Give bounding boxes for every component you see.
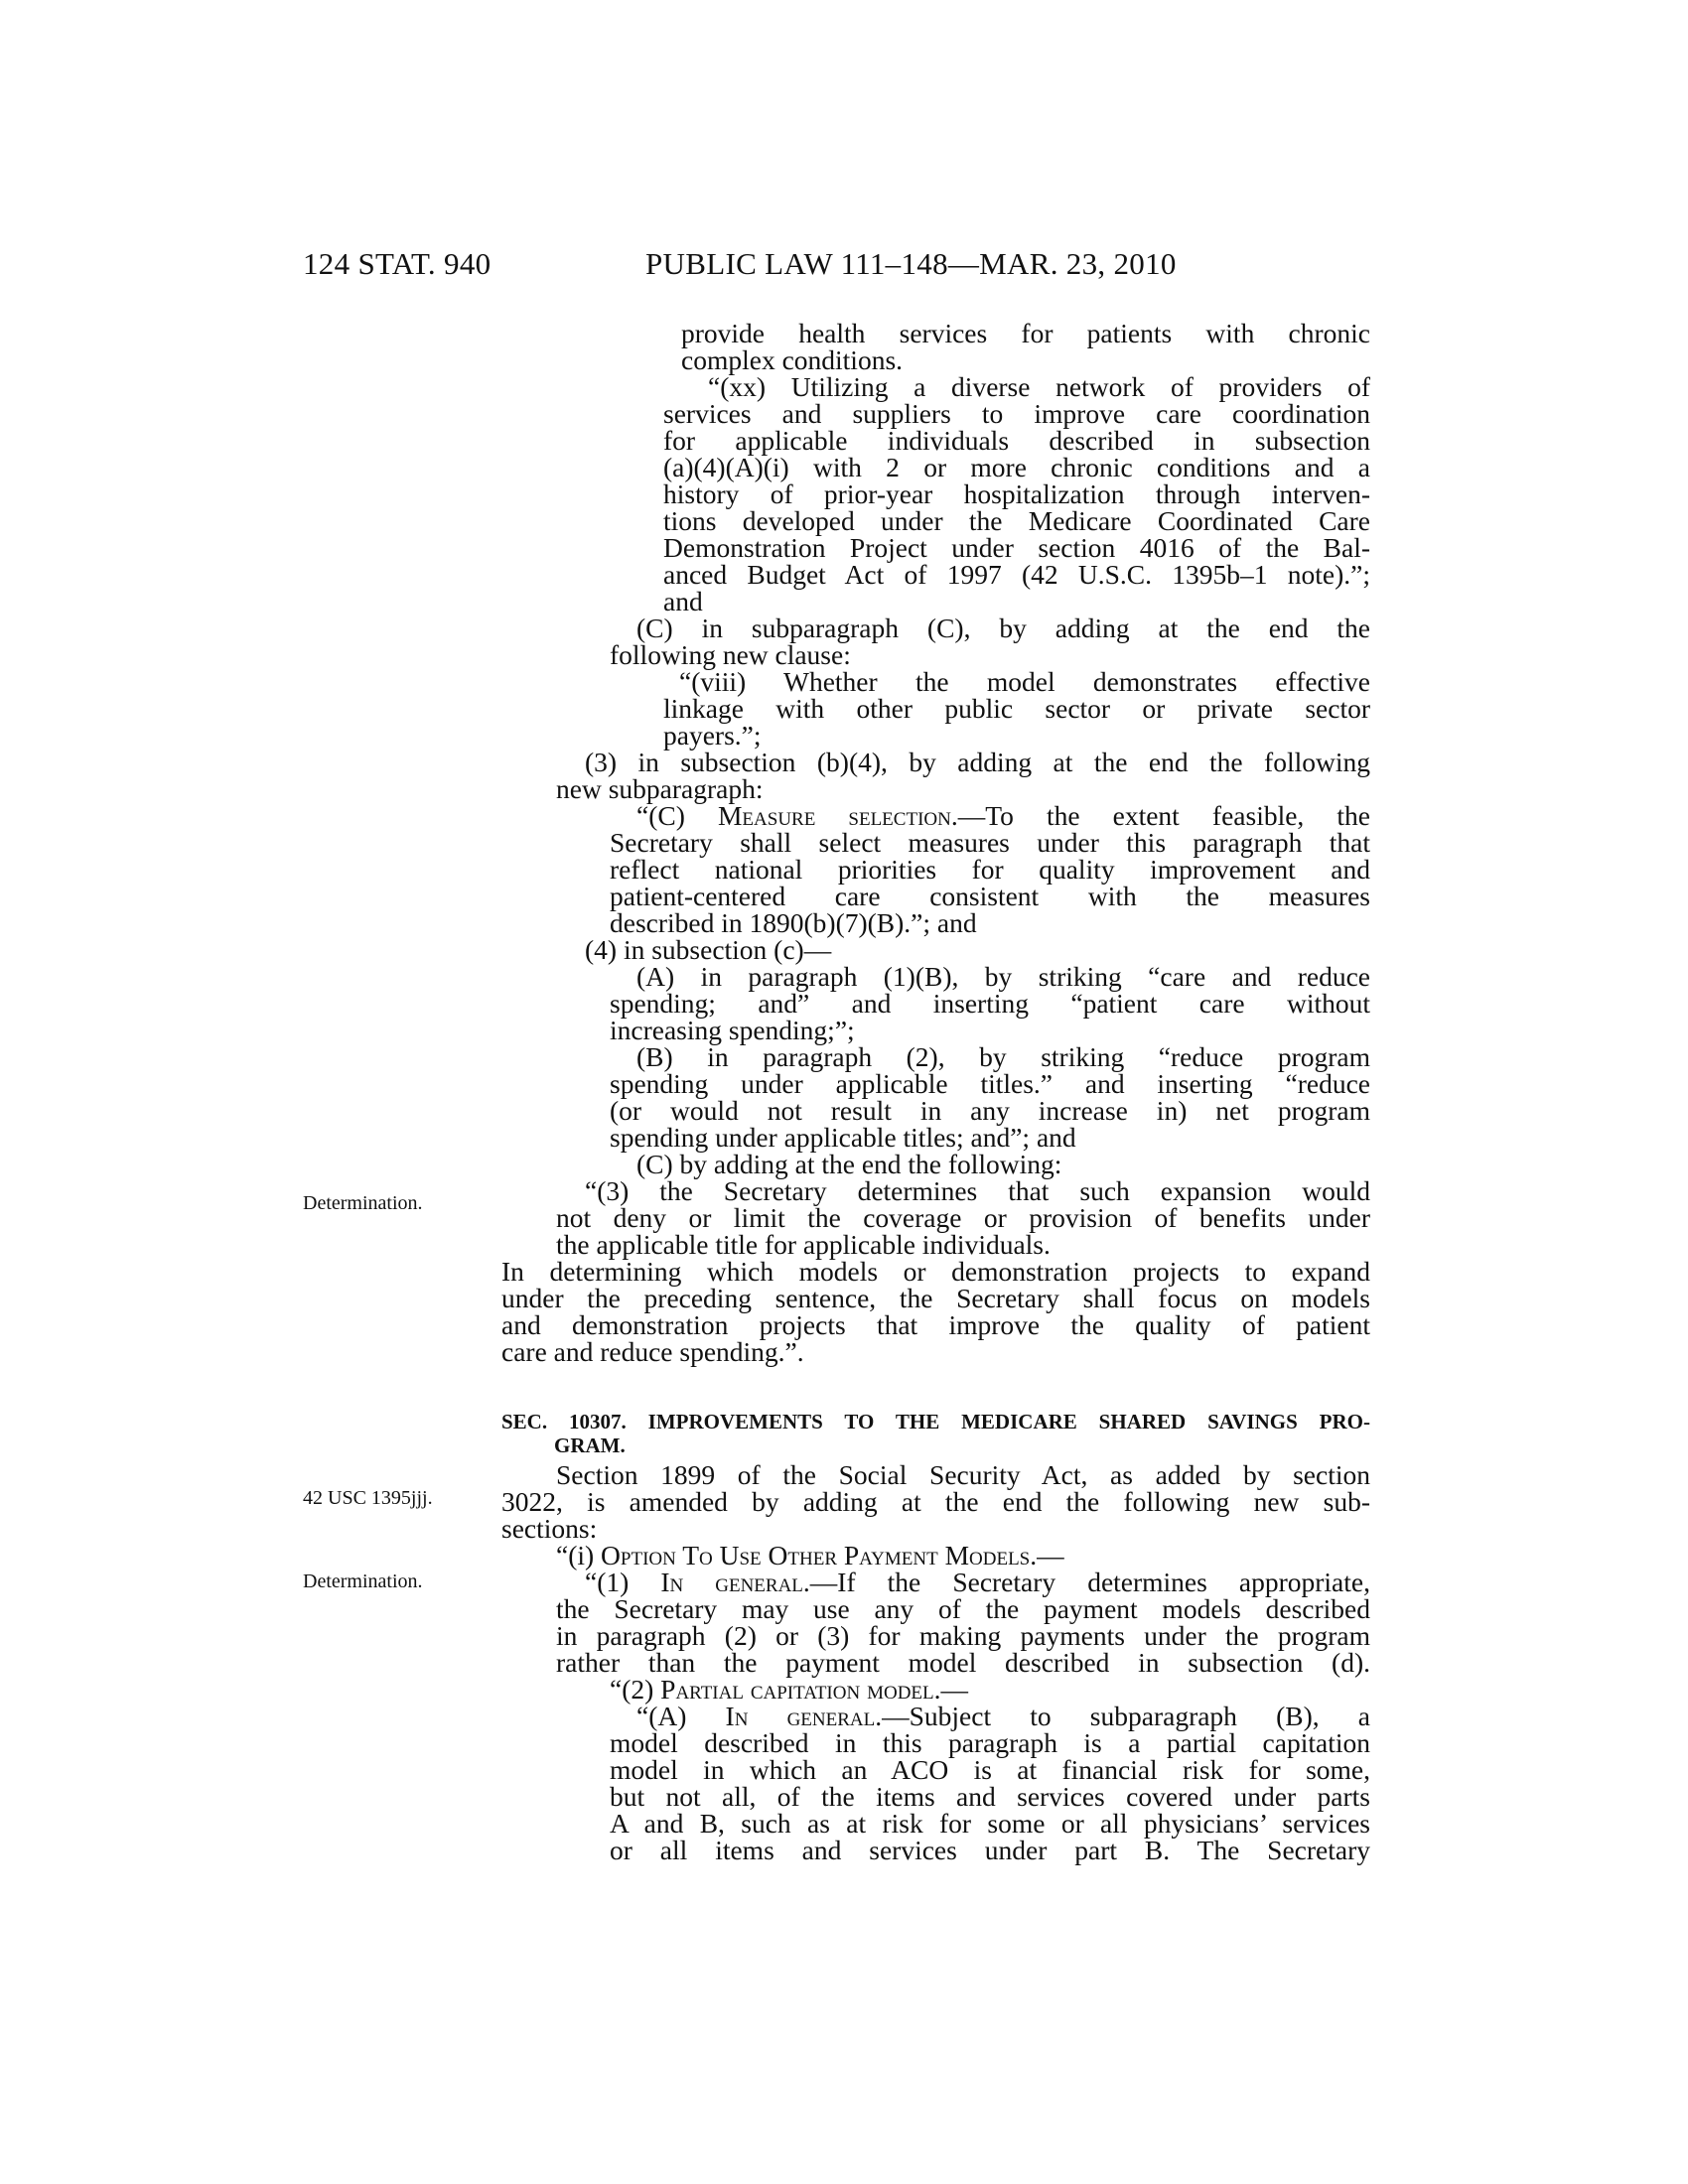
- caps-heading: Measure selection: [717, 800, 951, 831]
- text-line-with-caps-heading: [585, 1569, 1370, 1596]
- text-line: Secretary shall select measures under this paragraph that: [610, 827, 1370, 858]
- text-line: rather than the payment model described in subsection (d).: [556, 1647, 1370, 1678]
- caps-heading: In general: [725, 1701, 876, 1731]
- caps-heading: Partial capitation model: [660, 1674, 934, 1705]
- text-line-with-caps-heading: [556, 1542, 1064, 1570]
- margin-note-determination: Determination.: [303, 1192, 423, 1214]
- text-line: (4) in subsection (c)—: [585, 934, 832, 965]
- text-line: (or would not result in any increase in) net program: [610, 1095, 1370, 1126]
- text-line: following new clause:: [610, 639, 851, 670]
- text-line: and demonstration projects that improve the quality of patient: [501, 1309, 1370, 1340]
- text-line: but not all, of the items and services covered under parts: [610, 1781, 1370, 1812]
- text-line: new subparagraph:: [556, 773, 764, 804]
- text-line: In determining which models or demonstration projects to expand: [501, 1256, 1370, 1287]
- margin-note-determination: Determination.: [303, 1570, 423, 1592]
- text-fragment: “(A): [636, 1701, 726, 1731]
- text-line: provide health services for patients with chronic: [681, 318, 1370, 348]
- text-line: the Secretary may use any of the payment models described: [556, 1593, 1370, 1624]
- text-line: (3) in subsection (b)(4), by adding at the end the following: [585, 747, 1370, 777]
- text-line: A and B, such as at risk for some or all physicians’ services: [610, 1808, 1370, 1839]
- text-line: for applicable individuals described in subsection: [663, 425, 1370, 456]
- text-line-with-caps-heading: [610, 1676, 968, 1704]
- text-line: spending; and” and inserting “patient care without: [610, 988, 1370, 1019]
- caps-heading: Option To Use Other Payment Models: [601, 1540, 1031, 1570]
- text-fragment: “(2): [610, 1674, 661, 1705]
- text-line: complex conditions.: [681, 344, 904, 375]
- text-line: patient-centered care consistent with the measures: [610, 881, 1370, 911]
- section-heading: SEC. 10307. IMPROVEMENTS TO THE MEDICARE SHARED SAVINGS PRO-: [501, 1410, 1370, 1433]
- margin-note-usc-citation: 42 USC 1395jjj.: [303, 1487, 433, 1509]
- text-fragment: “(C): [636, 800, 718, 831]
- text-line: “(viii) Whether the model demonstrates effective: [679, 666, 1370, 697]
- text-line: anced Budget Act of 1997 (42 U.S.C. 1395b–1 note).”;: [663, 559, 1370, 590]
- text-line: (A) in paragraph (1)(B), by striking “care and reduce: [636, 961, 1370, 992]
- text-line: payers.”;: [663, 720, 762, 751]
- text-line: spending under applicable titles; and”; and: [610, 1122, 1076, 1153]
- section-heading-continued: GRAM.: [554, 1433, 626, 1457]
- text-line: reflect national priorities for quality improvement and: [610, 854, 1370, 885]
- caps-heading: In general: [660, 1567, 803, 1597]
- text-line: (C) in subparagraph (C), by adding at the end the: [636, 613, 1370, 643]
- text-line: not deny or limit the coverage or provision of benefits under: [556, 1202, 1370, 1233]
- text-line: described in 1890(b)(7)(B).”; and: [610, 907, 977, 938]
- text-fragment: .—To the extent feasible, the: [950, 800, 1370, 831]
- text-line: the applicable title for applicable individuals.: [556, 1229, 1051, 1260]
- text-fragment: .—: [933, 1674, 969, 1705]
- text-line: under the preceding sentence, the Secretary shall focus on models: [501, 1283, 1370, 1313]
- text-line: increasing spending;”;: [610, 1015, 855, 1045]
- text-fragment: “(1): [585, 1567, 661, 1597]
- text-line: “(3) the Secretary determines that such expansion would: [585, 1175, 1370, 1206]
- text-fragment: “(i): [556, 1540, 602, 1570]
- running-header-title: PUBLIC LAW 111–148—MAR. 23, 2010: [645, 246, 1177, 281]
- text-line: model in which an ACO is at financial risk for some,: [610, 1754, 1370, 1785]
- text-line: model described in this paragraph is a partial capitation: [610, 1727, 1370, 1758]
- text-line: 3022, is amended by adding at the end the following new sub-: [501, 1486, 1370, 1517]
- text-fragment: .—: [1030, 1540, 1064, 1570]
- text-line: Section 1899 of the Social Security Act, as added by section: [556, 1459, 1370, 1490]
- text-line-with-caps-heading: [636, 802, 1370, 830]
- text-line: linkage with other public sector or private sector: [663, 693, 1370, 724]
- text-line: “(xx) Utilizing a diverse network of providers of: [708, 371, 1370, 402]
- page-reference: 124 STAT. 940: [303, 246, 492, 281]
- text-line: and: [663, 586, 703, 616]
- text-fragment: .—If the Secretary determines appropriate,: [802, 1567, 1370, 1597]
- text-line: history of prior-year hospitalization through interven-: [663, 478, 1370, 509]
- text-line: in paragraph (2) or (3) for making payments under the program: [556, 1620, 1370, 1651]
- text-line: services and suppliers to improve care coordination: [663, 398, 1370, 429]
- text-line: (C) by adding at the end the following:: [636, 1149, 1062, 1179]
- text-line: spending under applicable titles.” and inserting “reduce: [610, 1068, 1370, 1099]
- text-fragment: .—Subject to subparagraph (B), a: [875, 1701, 1370, 1731]
- text-line: (B) in paragraph (2), by striking “reduce program: [636, 1041, 1370, 1072]
- text-line-with-caps-heading: [636, 1703, 1370, 1730]
- text-line: care and reduce spending.”.: [501, 1336, 804, 1367]
- text-line: or all items and services under part B. The Secretary: [610, 1835, 1370, 1865]
- text-line: Demonstration Project under section 4016 of the Bal-: [663, 532, 1370, 563]
- text-line: (a)(4)(A)(i) with 2 or more chronic conditions and a: [663, 452, 1370, 482]
- text-line: sections:: [501, 1513, 598, 1544]
- text-line: tions developed under the Medicare Coordinated Care: [663, 505, 1370, 536]
